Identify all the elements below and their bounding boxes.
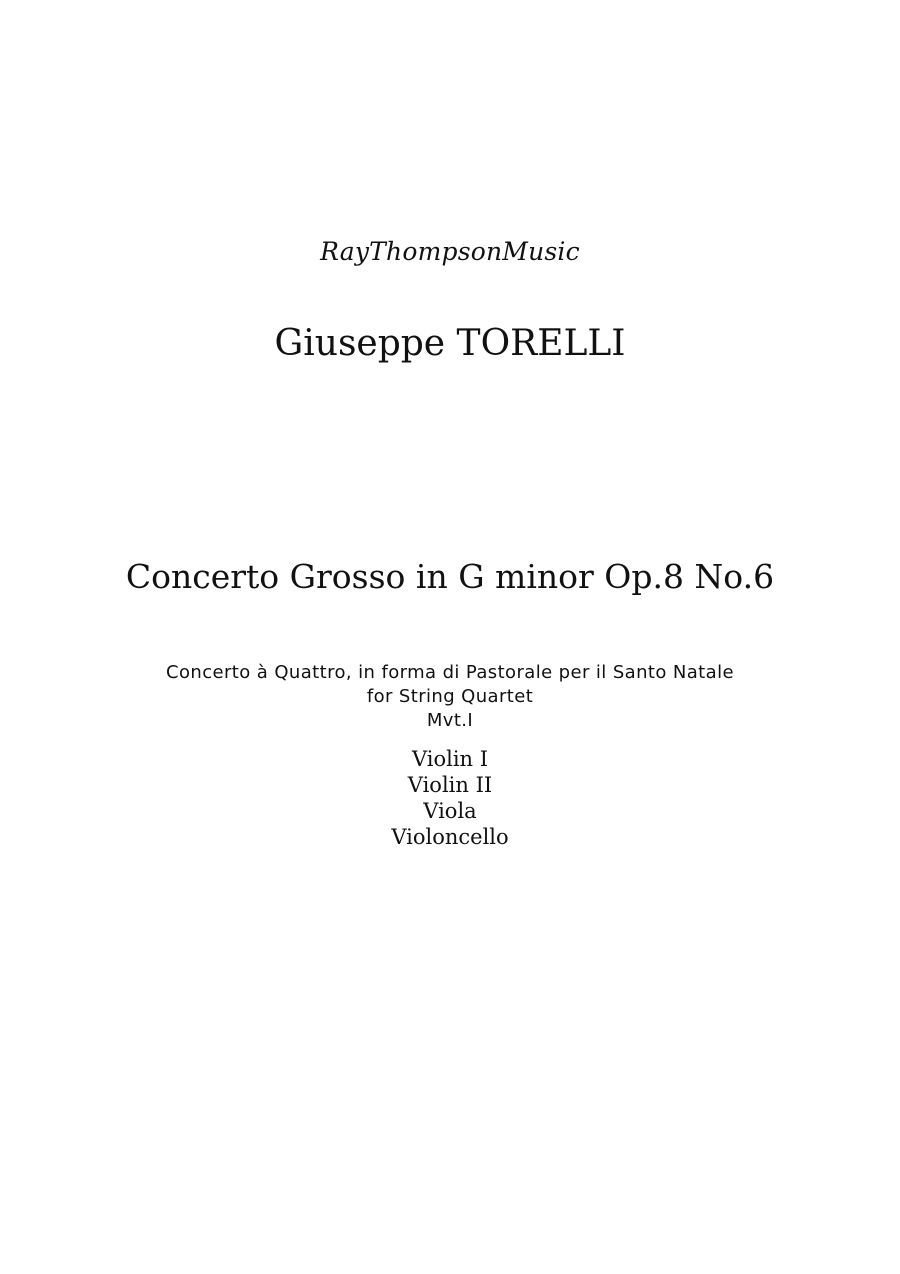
composer-name: Giuseppe TORELLI	[274, 323, 626, 364]
publisher-name: RayThompsonMusic	[320, 237, 580, 266]
instrument-item: Violin I	[411, 747, 489, 771]
instrument-item: Violoncello	[391, 825, 509, 849]
work-title: Concerto Grosso in G minor Op.8 No.6	[125, 557, 775, 596]
subtitle-line-movement: Mvt.I	[426, 710, 474, 731]
subtitle-line-description: Concerto à Quattro, in forma di Pastorale per il Santo Natale	[166, 662, 734, 683]
instrument-item: Viola	[423, 799, 477, 823]
instrument-item: Violin II	[407, 773, 493, 797]
subtitle-line-instrumentation: for String Quartet	[366, 686, 534, 707]
